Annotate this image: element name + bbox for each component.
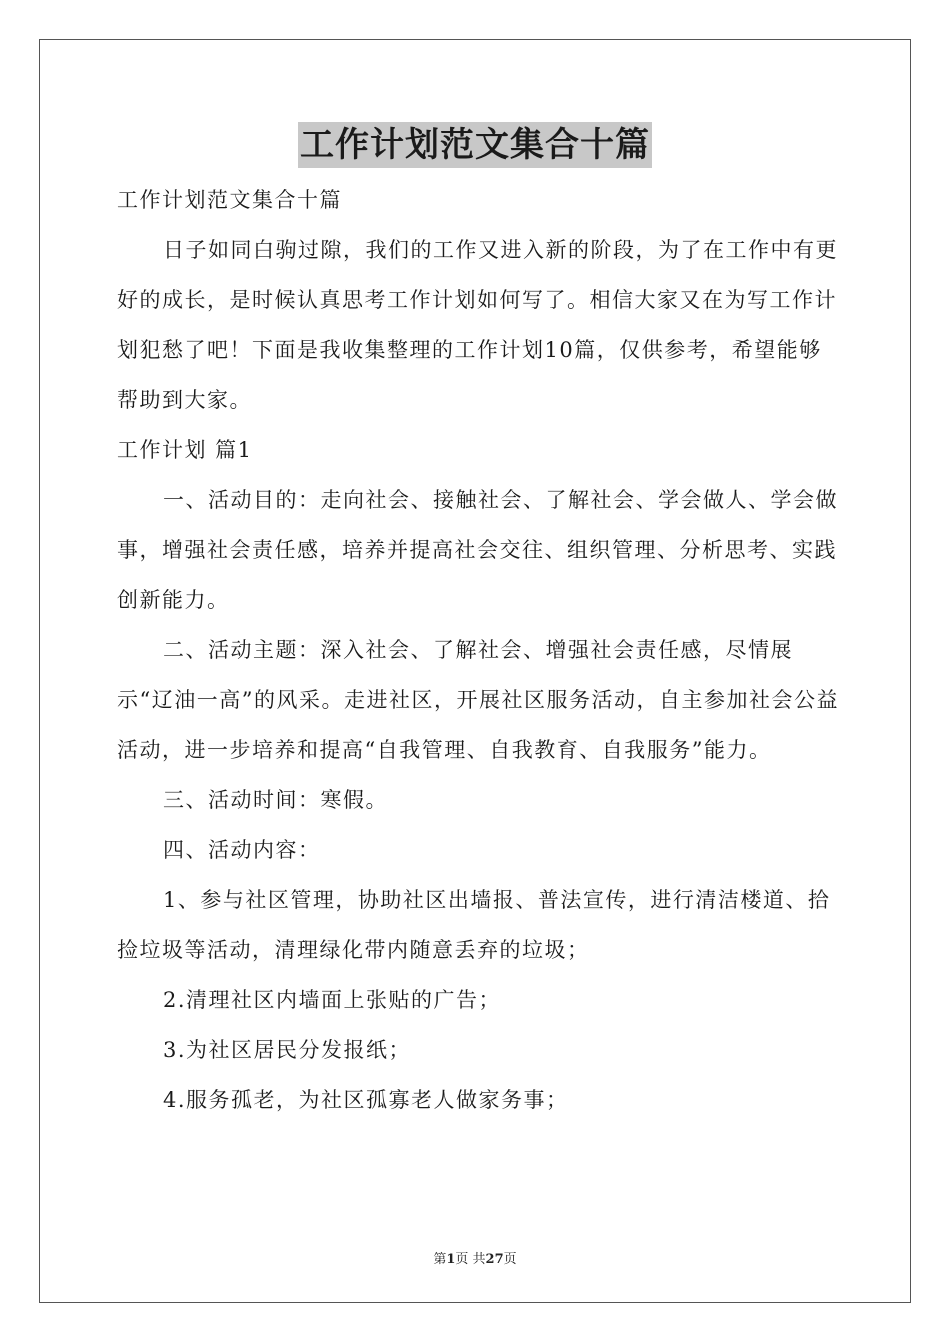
footer-prefix: 第 <box>433 1252 447 1267</box>
paragraph: 3.为社区居民分发报纸； <box>163 1038 412 1062</box>
document-body <box>117 175 842 1125</box>
footer-middle: 页 共 <box>455 1252 486 1267</box>
footer-suffix: 页 <box>503 1252 517 1267</box>
paragraph: 一、活动目的：走向社会、接触社会、了解社会、学会做人、学会做事，增强社会责任感，培养并提高社会交往、组织管理、分析思考、实践创新能力。 <box>117 488 838 612</box>
footer-page-number: 1 <box>446 1252 456 1267</box>
paragraph: 三、活动时间：寒假。 <box>163 788 388 812</box>
footer-total-pages: 27 <box>485 1252 504 1267</box>
page-footer <box>0 1248 950 1267</box>
paragraph: 日子如同白驹过隙，我们的工作又进入新的阶段，为了在工作中有更好的成长，是时候认真思考工作计划如何写了。相信大家又在为写工作计划犯愁了吧！下面是我收集整理的工作计划10篇，仅供参考，希望能够帮助到大家。 <box>117 238 838 412</box>
paragraph: 二、活动主题：深入社会、了解社会、增强社会责任感，尽情展示“辽油一高”的风采。走进社区，开展社区服务活动，自主参加社会公益活动，进一步培养和提高“自我管理、自我教育、自我服务”能力。 <box>117 638 839 762</box>
section-heading: 工作计划 篇1 <box>117 438 253 462</box>
paragraph: 工作计划范文集合十篇 <box>117 188 342 212</box>
paragraph: 1、参与社区管理，协助社区出墙报、普法宣传，进行清洁楼道、拾捡垃圾等活动，清理绿化带内随意丢弃的垃圾； <box>117 888 831 962</box>
paragraph: 2.清理社区内墙面上张贴的广告； <box>163 988 502 1012</box>
title-container <box>0 122 950 168</box>
paragraph: 四、活动内容： <box>163 838 321 862</box>
paragraph: 4.服务孤老，为社区孤寡老人做家务事； <box>163 1088 569 1112</box>
document-title: 工作计划范文集合十篇 <box>298 122 652 168</box>
